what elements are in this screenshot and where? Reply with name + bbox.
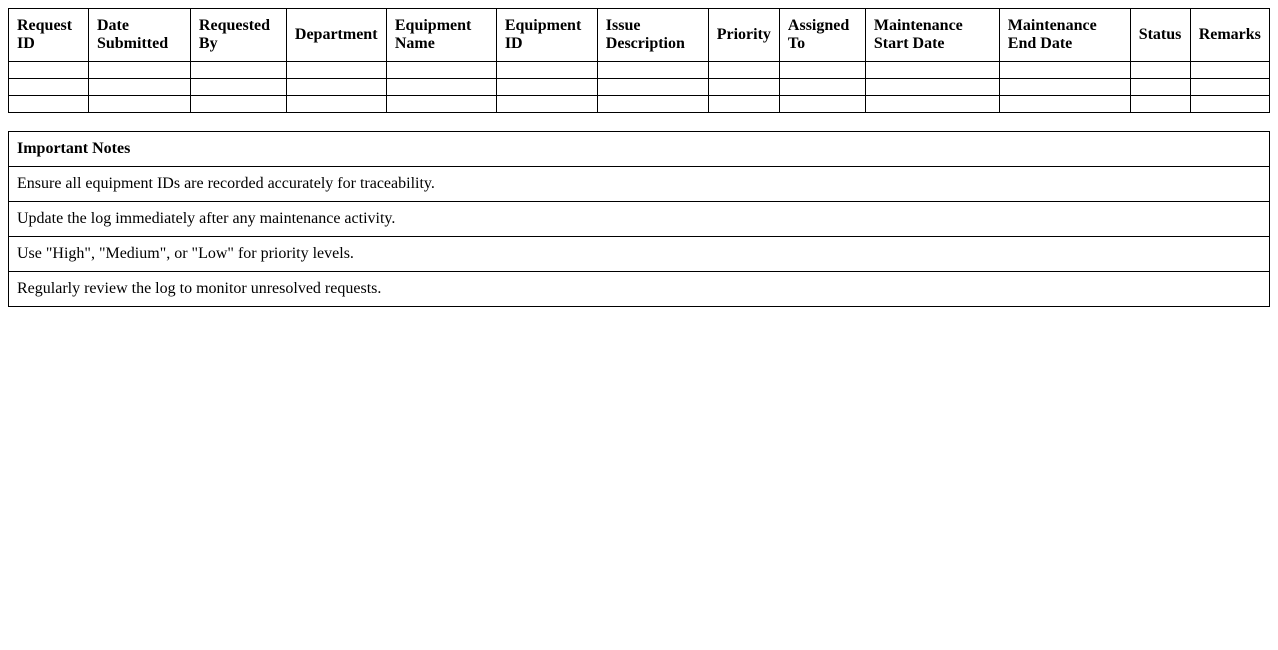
note-text: Ensure all equipment IDs are recorded accurately for traceability. <box>9 167 1270 202</box>
header-department: Department <box>286 9 386 62</box>
header-request-id: Request ID <box>9 9 89 62</box>
table-cell[interactable] <box>1190 79 1269 96</box>
notes-title-row <box>9 132 1270 167</box>
important-notes-table <box>8 131 1270 307</box>
header-remarks: Remarks <box>1190 9 1269 62</box>
table-cell[interactable] <box>286 62 386 79</box>
table-cell[interactable] <box>496 96 597 113</box>
table-cell[interactable] <box>1190 96 1269 113</box>
header-date-submitted: Date Submitted <box>88 9 190 62</box>
table-cell[interactable] <box>386 79 496 96</box>
table-cell[interactable] <box>999 62 1130 79</box>
table-cell[interactable] <box>190 79 286 96</box>
table-cell[interactable] <box>999 79 1130 96</box>
header-status: Status <box>1130 9 1190 62</box>
header-priority: Priority <box>708 9 779 62</box>
note-text: Update the log immediately after any maintenance activity. <box>9 202 1270 237</box>
note-text: Regularly review the log to monitor unresolved requests. <box>9 272 1270 307</box>
table-cell[interactable] <box>9 62 89 79</box>
table-cell[interactable] <box>865 96 999 113</box>
table-cell[interactable] <box>496 79 597 96</box>
table-cell[interactable] <box>1130 62 1190 79</box>
maintenance-log-table <box>8 8 1270 113</box>
table-cell[interactable] <box>386 62 496 79</box>
table-cell[interactable] <box>286 79 386 96</box>
table-cell[interactable] <box>190 96 286 113</box>
table-cell[interactable] <box>779 96 865 113</box>
table-cell[interactable] <box>1190 62 1269 79</box>
list-item <box>9 237 1270 272</box>
table-cell[interactable] <box>1130 79 1190 96</box>
note-text: Use "High", "Medium", or "Low" for priority levels. <box>9 237 1270 272</box>
table-cell[interactable] <box>779 62 865 79</box>
header-maintenance-start-date: Maintenance Start Date <box>865 9 999 62</box>
table-row <box>9 62 1270 79</box>
table-cell[interactable] <box>865 79 999 96</box>
list-item <box>9 167 1270 202</box>
header-issue-description: Issue Description <box>597 9 708 62</box>
table-cell[interactable] <box>88 96 190 113</box>
page-content <box>0 0 1278 315</box>
table-cell[interactable] <box>1130 96 1190 113</box>
table-cell[interactable] <box>9 79 89 96</box>
table-cell[interactable] <box>88 79 190 96</box>
header-maintenance-end-date: Maintenance End Date <box>999 9 1130 62</box>
table-cell[interactable] <box>597 79 708 96</box>
header-assigned-to: Assigned To <box>779 9 865 62</box>
notes-title: Important Notes <box>9 132 1270 167</box>
table-cell[interactable] <box>386 96 496 113</box>
table-header-row <box>9 9 1270 62</box>
table-cell[interactable] <box>708 62 779 79</box>
table-cell[interactable] <box>708 79 779 96</box>
table-row <box>9 96 1270 113</box>
table-cell[interactable] <box>779 79 865 96</box>
list-item <box>9 202 1270 237</box>
table-cell[interactable] <box>286 96 386 113</box>
table-cell[interactable] <box>865 62 999 79</box>
table-cell[interactable] <box>9 96 89 113</box>
table-cell[interactable] <box>999 96 1130 113</box>
table-cell[interactable] <box>190 62 286 79</box>
table-cell[interactable] <box>597 96 708 113</box>
table-row <box>9 79 1270 96</box>
table-cell[interactable] <box>88 62 190 79</box>
header-equipment-id: Equipment ID <box>496 9 597 62</box>
table-cell[interactable] <box>708 96 779 113</box>
header-requested-by: Requested By <box>190 9 286 62</box>
table-cell[interactable] <box>496 62 597 79</box>
table-cell[interactable] <box>597 62 708 79</box>
list-item <box>9 272 1270 307</box>
header-equipment-name: Equipment Name <box>386 9 496 62</box>
